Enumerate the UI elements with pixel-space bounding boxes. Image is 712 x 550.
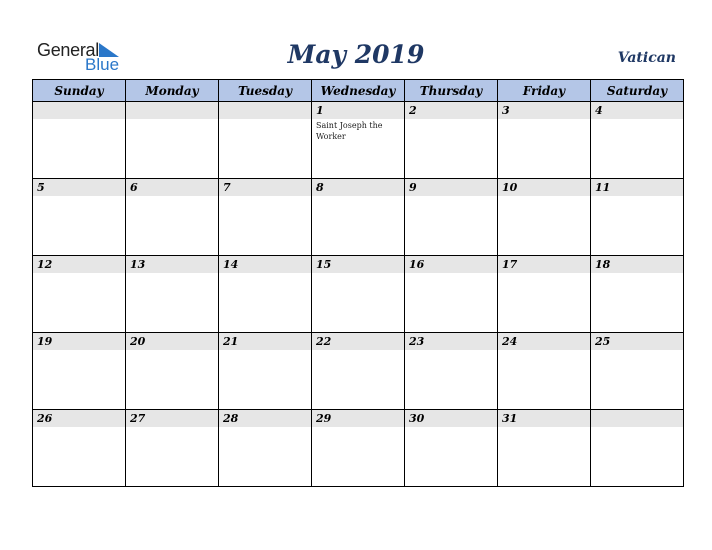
day-cell [591,179,684,256]
week-row [33,179,684,256]
day-cell [219,256,312,333]
day-cell [312,410,405,487]
weekday-header: Wednesday [312,80,405,102]
day-number: 31 [502,412,518,425]
weekday-header: Sunday [33,80,126,102]
day-cell [33,333,126,410]
day-number: 27 [130,412,146,425]
day-number: 18 [595,258,611,271]
day-cell-empty [33,102,126,179]
day-number: 28 [223,412,239,425]
day-cell [591,333,684,410]
weekday-header-row [33,80,684,102]
day-number: 15 [316,258,332,271]
day-cell [219,410,312,487]
day-cell [219,179,312,256]
day-number: 30 [409,412,425,425]
day-number: 7 [223,181,231,194]
day-cell [312,179,405,256]
country-label: Vatican [617,50,676,66]
day-cell [219,333,312,410]
day-number: 6 [130,181,138,194]
week-row [33,256,684,333]
day-number: 19 [37,335,53,348]
day-cell [498,333,591,410]
day-number: 11 [595,181,611,194]
day-cell [126,333,219,410]
day-number: 8 [316,181,324,194]
day-cell [33,410,126,487]
day-cell [33,179,126,256]
weekday-header: Tuesday [219,80,312,102]
day-number: 22 [316,335,332,348]
day-cell [126,256,219,333]
day-cell [591,256,684,333]
day-cell [405,410,498,487]
day-number: 29 [316,412,332,425]
day-number: 10 [502,181,518,194]
day-number: 25 [595,335,611,348]
day-number: 12 [37,258,53,271]
weekday-header: Monday [126,80,219,102]
day-number: 24 [502,335,518,348]
day-cell [405,102,498,179]
day-cell [312,333,405,410]
day-number: 21 [223,335,239,348]
week-row [33,333,684,410]
day-number: 13 [130,258,146,271]
day-number: 20 [130,335,146,348]
day-number: 9 [409,181,417,194]
day-cell [126,410,219,487]
day-number: 2 [409,104,417,117]
day-number: 14 [223,258,239,271]
day-number: 26 [37,412,53,425]
logo-text-blue: Blue [85,55,120,74]
day-cell [498,102,591,179]
day-number: 17 [502,258,518,271]
day-number: 16 [409,258,425,271]
weekday-header: Thursday [405,80,498,102]
day-number: 5 [37,181,45,194]
day-cell [405,179,498,256]
day-cell [126,179,219,256]
week-row [33,410,684,487]
week-row [33,102,684,179]
day-cell [591,102,684,179]
day-cell [498,179,591,256]
day-cell [33,256,126,333]
day-number: 3 [502,104,510,117]
holiday-event: Saint Joseph the Worker [316,121,383,141]
day-number: 4 [595,104,603,117]
calendar-title: May 2019 [287,40,425,69]
weekday-header: Saturday [591,80,684,102]
day-cell [405,256,498,333]
day-cell [405,333,498,410]
day-number: 23 [409,335,425,348]
logo-text-general: General [37,40,99,60]
day-cell [312,256,405,333]
day-cell-empty [219,102,312,179]
day-cell-empty [126,102,219,179]
day-cell [498,410,591,487]
day-cell [498,256,591,333]
weekday-header: Friday [498,80,591,102]
month-calendar [32,79,684,487]
day-cell-empty [591,410,684,487]
day-number: 1 [316,104,324,117]
day-cell [312,102,405,179]
